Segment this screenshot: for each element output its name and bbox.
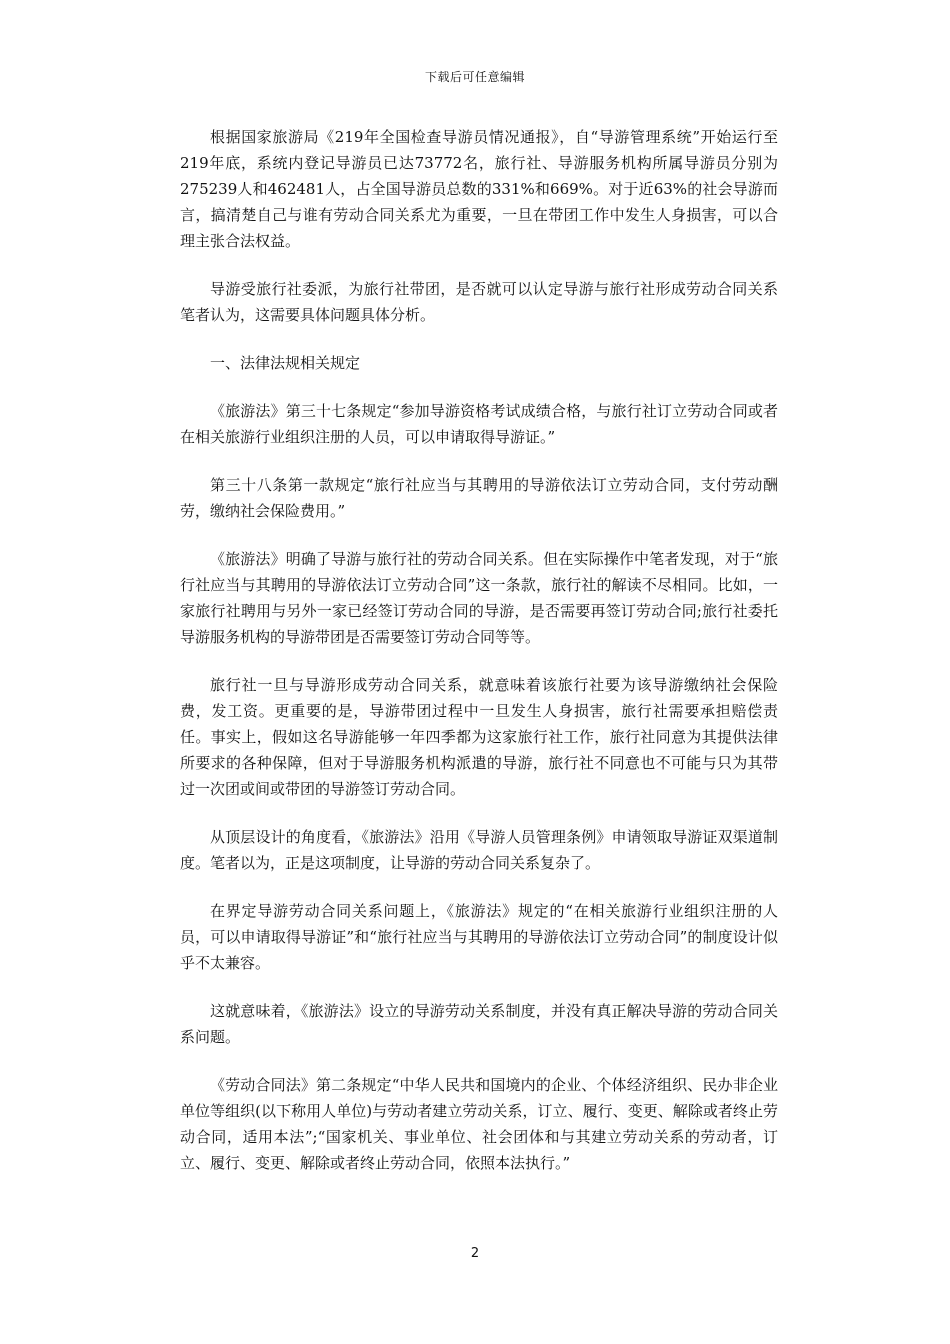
- paragraph-top-level-design: 从顶层设计的角度看，《旅游法》沿用《导游人员管理条例》申请领取导游证双渠道制度。笔者以为，正是这项制度，让导游的劳动合同关系复杂了。: [180, 828, 778, 872]
- paragraph-interpretation: 《旅游法》明确了导游与旅行社的劳动合同关系。但在实际操作中笔者发现，对于“旅行社应当与其聘用的导游依法订立劳动合同”这一条款，旅行社的解读不尽相同。比如，一家旅行社聘用与另外一家已经签订劳动合同的导游，是否需要再签订劳动合同;旅行社委托导游服务机构的导游带团是否需要签订劳动合同等等。: [180, 550, 778, 646]
- page-number: 2: [470, 1246, 480, 1261]
- paragraph-question: 导游受旅行社委派，为旅行社带团，是否就可以认定导游与旅行社形成劳动合同关系笔者认为，这需要具体问题具体分析。: [180, 280, 778, 324]
- paragraph-labor-contract-law: 《劳动合同法》第二条规定“中华人民共和国境内的企业、个体经济组织、民办非企业单位等组织(以下称用人单位)与劳动者建立劳动关系，订立、履行、变更、解除或者终止劳动合同，适用本法”;“国家机关、事业单位、社会团体和与其建立劳动关系的劳动者，订立、履行、变更、解除或者终止劳动合同，依照本法执行。”: [180, 1076, 778, 1172]
- document-body: [180, 124, 778, 1198]
- paragraph-article-37: 《旅游法》第三十七条规定“参加导游资格考试成绩合格，与旅行社订立劳动合同或者在相关旅游行业组织注册的人员，可以申请取得导游证。”: [180, 402, 778, 446]
- section-heading: 一、法律法规相关规定: [210, 354, 361, 372]
- paragraph-intro: 根据国家旅游局《219年全国检查导游员情况通报》，自“导游管理系统”开始运行至219年底，系统内登记导游员已达73772名，旅行社、导游服务机构所属导游员分别为275239人和462481人，占全国导游员总数的331%和669%。对于近63%的社会导游而言，搞清楚自己与谁有劳动合同关系尤为重要，一旦在带团工作中发生人身损害，可以合理主张合法权益。: [180, 128, 778, 250]
- paragraph-incompatibility: 在界定导游劳动合同关系问题上，《旅游法》规定的“在相关旅游行业组织注册的人员，可以申请取得导游证”和“旅行社应当与其聘用的导游依法订立劳动合同”的制度设计似乎不太兼容。: [180, 902, 778, 972]
- page-header: 下载后可任意编辑: [424, 70, 525, 84]
- paragraph-article-38: 第三十八条第一款规定“旅行社应当与其聘用的导游依法订立劳动合同，支付劳动酬劳，缴纳社会保险费用。”: [180, 476, 778, 520]
- paragraph-conclusion: 这就意味着，《旅游法》设立的导游劳动关系制度，并没有真正解决导游的劳动合同关系问题。: [180, 1002, 778, 1046]
- paragraph-obligations: 旅行社一旦与导游形成劳动合同关系，就意味着该旅行社要为该导游缴纳社会保险费，发工资。更重要的是，导游带团过程中一旦发生人身损害，旅行社需要承担赔偿责任。事实上，假如这名导游能够一年四季都为这家旅行社工作，旅行社同意为其提供法律所要求的各种保障，但对于导游服务机构派遣的导游，旅行社不同意也不可能与只为其带过一次团或间或带团的导游签订劳动合同。: [180, 676, 778, 798]
